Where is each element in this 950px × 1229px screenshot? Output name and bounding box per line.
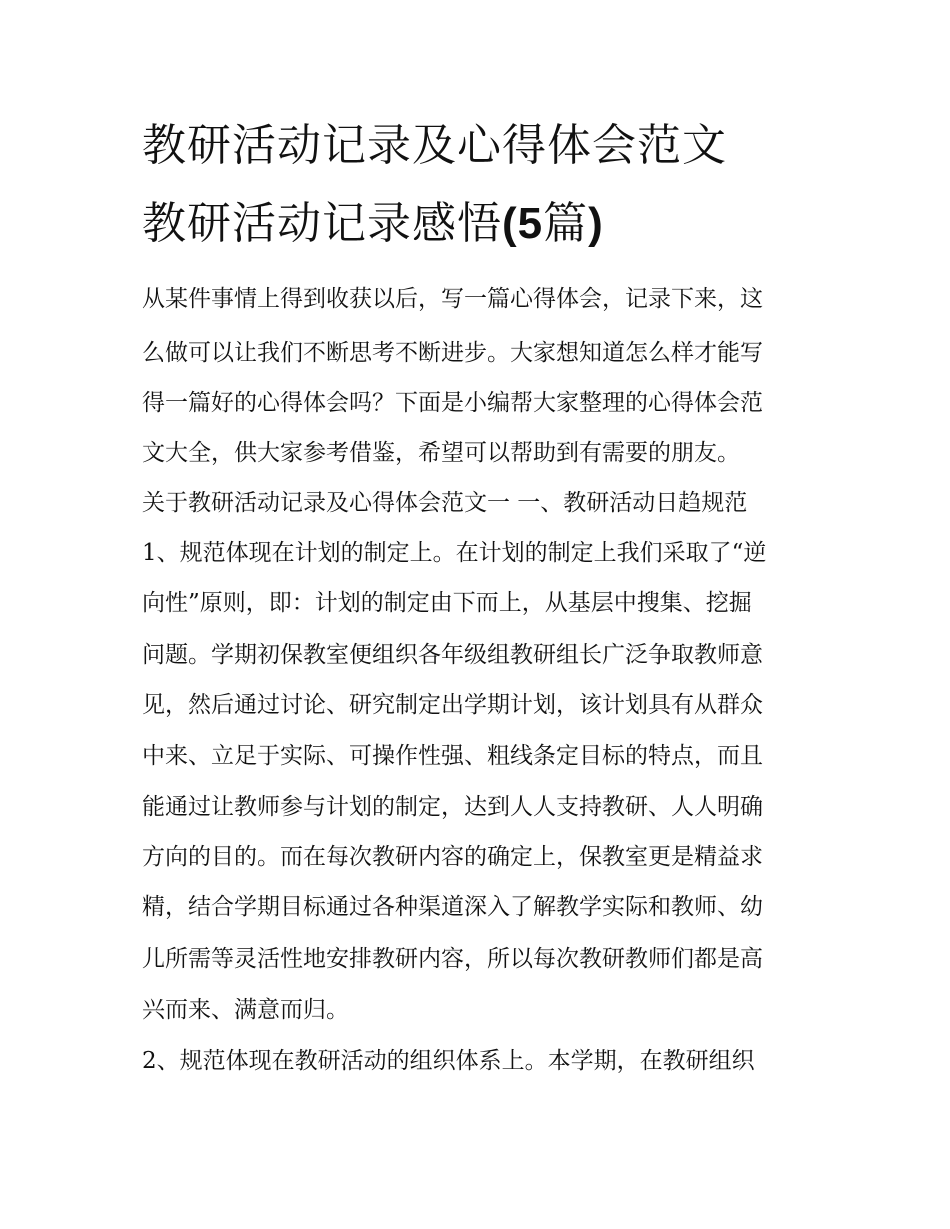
body-line: 向性”原则，即：计划的制定由下而上，从基层中搜集、挖掘 xyxy=(142,590,752,616)
title-line-2-cjk: 篇 xyxy=(543,198,589,249)
body-line: 方向的目的。而在每次教研内容的确定上，保教室更是精益求 xyxy=(142,844,763,870)
body-line: 2、规范体现在教研活动的组织体系上。本学期，在教研组织 xyxy=(142,1048,755,1074)
body-line: 1、规范体现在计划的制定上。在计划的制定上我们采取了“逆 xyxy=(142,540,767,566)
body-line: 关于教研活动记录及心得体会范文一 一、教研活动日趋规范 xyxy=(142,490,748,516)
body-line: 能通过让教师参与计划的制定，达到人人支持教研、人人明确 xyxy=(142,794,763,820)
body-line: 么做可以让我们不断思考不断进步。大家想知道怎么样才能写 xyxy=(142,340,763,366)
title-line-2-text: 教研活动记录感悟 xyxy=(142,198,502,249)
body-line: 精，结合学期目标通过各种渠道深入了解教学实际和教师、幼 xyxy=(142,894,763,920)
body-line: 问题。学期初保教室便组织各年级组教研组长广泛争取教师意 xyxy=(142,642,763,668)
document-title-line-1: 教研活动记录及心得体会范文 xyxy=(142,120,727,171)
document-title-line-2 xyxy=(142,194,604,254)
body-line: 儿所需等灵活性地安排教研内容，所以每次教研教师们都是高 xyxy=(142,946,763,972)
title-line-2-paren-close: ) xyxy=(588,199,604,248)
body-line: 从某件事情上得到收获以后，写一篇心得体会，记录下来，这 xyxy=(142,286,763,312)
body-line: 兴而来、满意而归。 xyxy=(142,997,349,1023)
title-line-2-paren-open: (5 xyxy=(502,199,544,248)
body-line: 中来、立足于实际、可操作性强、粗线条定目标的特点，而且 xyxy=(142,743,763,769)
body-line: 见，然后通过讨论、研究制定出学期计划，该计划具有从群众 xyxy=(142,692,763,718)
body-line: 得一篇好的心得体会吗？下面是小编帮大家整理的心得体会范 xyxy=(142,390,763,416)
body-line: 文大全，供大家参考借鉴，希望可以帮助到有需要的朋友。 xyxy=(142,440,740,466)
